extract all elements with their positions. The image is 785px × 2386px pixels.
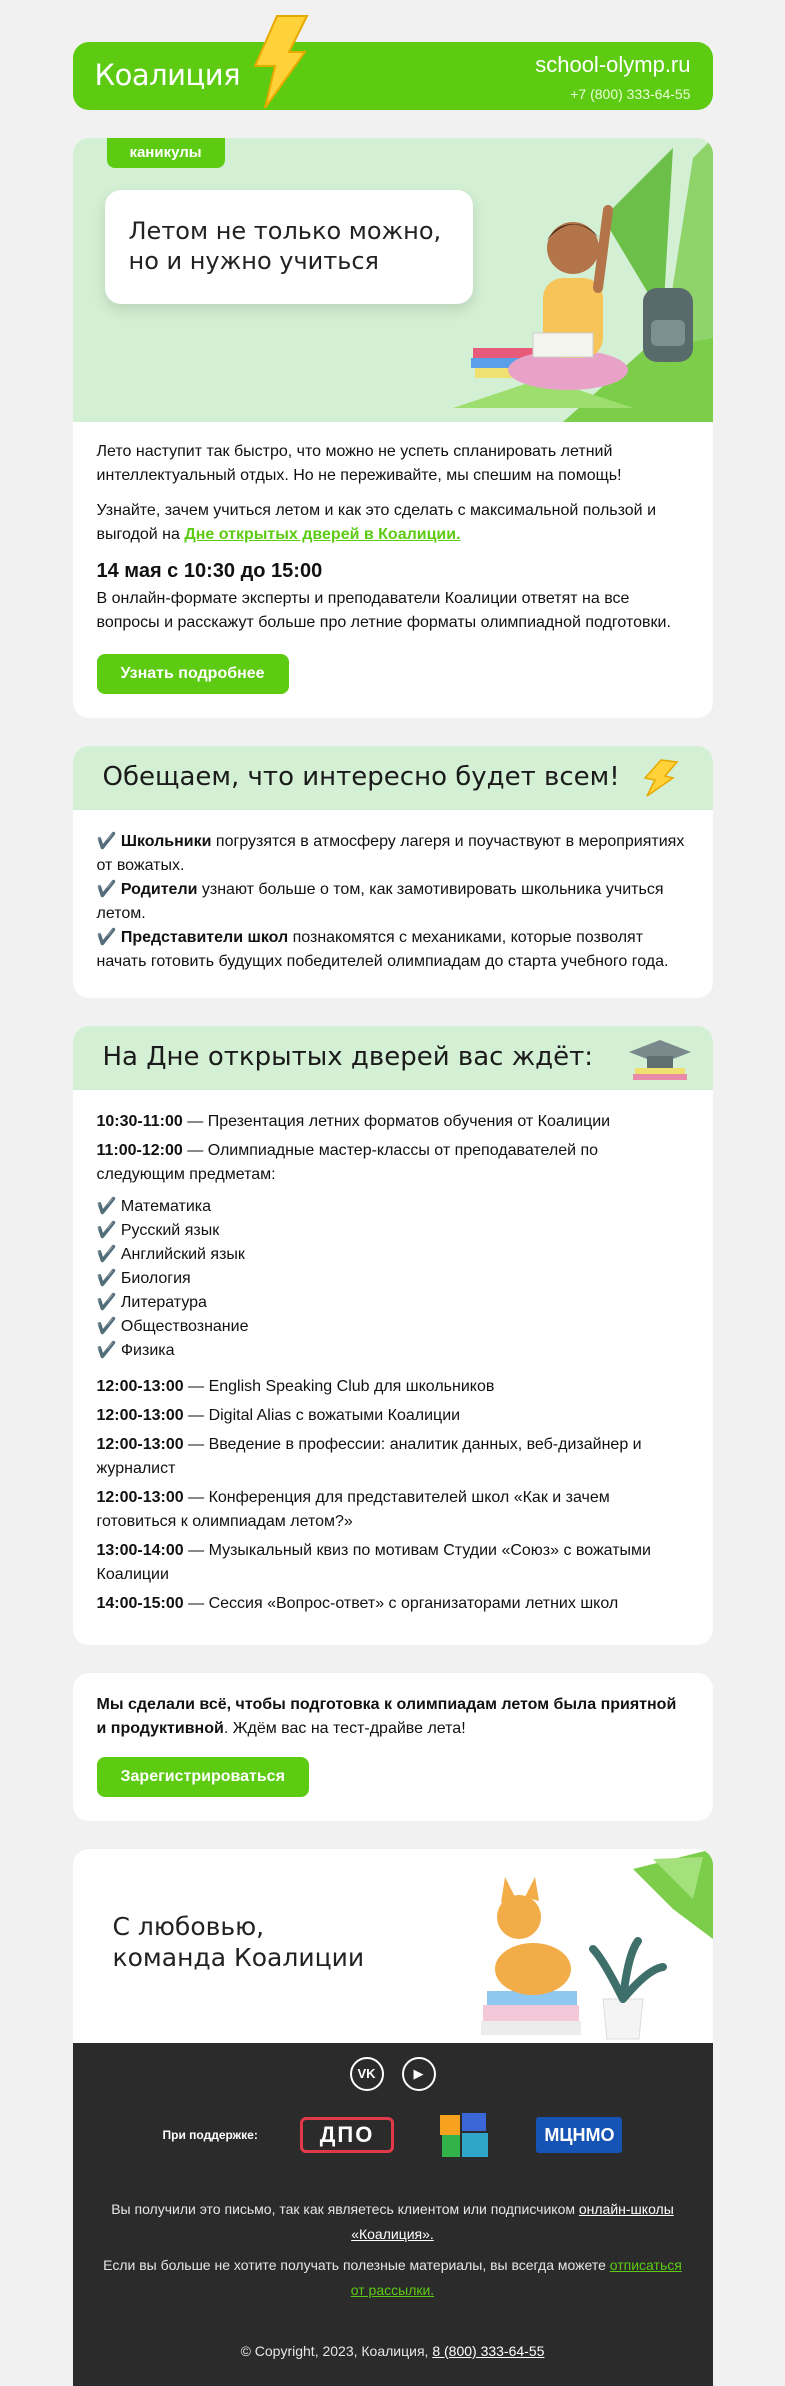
schedule-item xyxy=(97,1433,689,1481)
list-item xyxy=(97,830,689,878)
schedule-item xyxy=(97,1375,689,1399)
schedule-item xyxy=(97,1404,689,1428)
checkmark-icon: ✔️ xyxy=(96,1198,121,1215)
youtube-icon[interactable]: ▶ xyxy=(402,2057,436,2091)
unsubscribe-notice xyxy=(103,2253,683,2303)
audience-text: узнают больше о том, как замотивировать школьника учиться летом. xyxy=(96,881,664,922)
subject-name: Математика xyxy=(120,1198,212,1215)
promise-list xyxy=(73,810,713,998)
footer xyxy=(73,2043,713,2386)
hero-banner xyxy=(73,138,713,422)
intro-paragraph-2 xyxy=(97,499,689,547)
schedule-time: 12:00-13:00 xyxy=(96,1407,184,1424)
schedule-card xyxy=(73,1026,713,1645)
schedule-text: — Олимпиадные мастер-классы от преподавателей по следующим предметам: xyxy=(96,1142,599,1183)
schedule-item xyxy=(97,1592,689,1616)
copyright-phone-link[interactable]: 8 (800) 333-64-55 xyxy=(432,2343,545,2359)
email-container xyxy=(73,0,713,2386)
signoff-text xyxy=(113,1911,365,1973)
hero-card xyxy=(73,138,713,718)
checkmark-icon: ✔️ xyxy=(96,833,121,850)
subject-name: Английский язык xyxy=(120,1246,245,1263)
schedule-text: — Сессия «Вопрос-ответ» с организаторами летних школ xyxy=(183,1595,619,1612)
list-item xyxy=(97,1243,689,1267)
promise-header xyxy=(73,746,713,810)
list-item xyxy=(97,1339,689,1363)
signoff-banner xyxy=(73,1849,713,2043)
schedule-header xyxy=(73,1026,713,1090)
hero-illustration xyxy=(413,138,713,422)
checkmark-icon: ✔️ xyxy=(96,881,121,898)
schedule-item xyxy=(97,1539,689,1587)
list-item xyxy=(97,1291,689,1315)
checkmark-icon: ✔️ xyxy=(96,1246,121,1263)
cube-logo[interactable] xyxy=(436,2109,494,2161)
schedule-item xyxy=(97,1110,689,1134)
checkmark-icon: ✔️ xyxy=(96,1342,121,1359)
schedule-time: 13:00-14:00 xyxy=(96,1542,184,1559)
cta-text xyxy=(97,1693,689,1741)
unsub-text: Если вы больше не хотите получать полезные материалы, вы всегда можете xyxy=(103,2257,610,2273)
schedule-time: 12:00-13:00 xyxy=(96,1489,184,1506)
signoff-line1: С любовью, xyxy=(112,1912,265,1941)
schedule-text: — Музыкальный квиз по мотивам Студии «Союз» с вожатыми Коалиции xyxy=(96,1542,651,1583)
checkmark-icon: ✔️ xyxy=(96,1318,121,1335)
schedule-text: — English Speaking Club для школьников xyxy=(183,1378,495,1395)
cta-bold: Мы сделали всё, чтобы подготовка к олимпиадам летом была приятной и продуктивной xyxy=(96,1696,677,1737)
promise-card xyxy=(73,746,713,998)
cta-body xyxy=(73,1673,713,1821)
schedule-time: 14:00-15:00 xyxy=(96,1595,184,1612)
checkmark-icon: ✔️ xyxy=(96,929,121,946)
subject-name: Физика xyxy=(120,1342,175,1359)
checkmark-icon: ✔️ xyxy=(96,1294,121,1311)
mcnmo-logo[interactable]: МЦНМО xyxy=(536,2117,622,2153)
unsubscribe-link[interactable]: отписаться от рассылки. xyxy=(350,2257,682,2298)
subject-name: Русский язык xyxy=(120,1222,220,1239)
hero-title-line2: но и нужно учиться xyxy=(128,247,379,275)
schedule-title: На Дне открытых дверей вас ждёт: xyxy=(102,1042,594,1072)
lightning-icon xyxy=(247,14,311,110)
promise-title: Обещаем, что интересно будет всем! xyxy=(102,762,620,792)
category-tag: каникулы xyxy=(107,138,225,168)
event-date: 14 мая с 10:30 до 15:00 xyxy=(96,560,323,582)
audience-label: Родители xyxy=(120,881,198,898)
partners-row xyxy=(163,2113,623,2157)
open-day-link[interactable]: Дне открытых дверей в Коалиции. xyxy=(184,526,461,543)
vk-icon[interactable]: VK xyxy=(350,2057,384,2091)
schedule-text: — Введение в профессии: аналитик данных, веб-дизайнер и журналист xyxy=(96,1436,642,1477)
learn-more-button[interactable]: Узнать подробнее xyxy=(97,654,289,694)
copyright-text: © Copyright, 2023, Коалиция, xyxy=(240,2343,433,2359)
notice-text: Вы получили это письмо, так как являетесь клиентом или подписчиком xyxy=(111,2201,579,2217)
subject-list xyxy=(97,1195,689,1363)
schedule-text: — Конференция для представителей школ «Как и зачем готовиться к олимпиадам летом?» xyxy=(96,1489,610,1530)
subscription-notice xyxy=(103,2197,683,2247)
list-item xyxy=(97,926,689,974)
cat-illustration xyxy=(453,1849,713,2043)
social-links xyxy=(103,2057,683,2091)
list-item xyxy=(97,1315,689,1339)
cta-rest: . Ждём вас на тест-драйве лета! xyxy=(223,1720,466,1737)
schedule-list xyxy=(73,1090,713,1645)
subject-name: Литература xyxy=(120,1294,207,1311)
hero-title-line1: Летом не только можно, xyxy=(128,217,442,245)
site-link[interactable]: school-olymp.ru xyxy=(535,52,691,77)
signoff-line2: команда Коалиции xyxy=(112,1943,365,1972)
schedule-item xyxy=(97,1486,689,1534)
subject-name: Обществознание xyxy=(120,1318,249,1335)
audience-label: Школьники xyxy=(120,833,212,850)
list-item xyxy=(97,1195,689,1219)
copyright xyxy=(103,2339,683,2364)
intro-paragraph-3: В онлайн-формате эксперты и преподаватели Коалиции ответят на все вопросы и расскажут больше про летние форматы олимпиадной подготовки. xyxy=(96,590,671,631)
intro-p2-text: Узнайте, зачем учиться летом и как это сделать с максимальной пользой и выгодой на xyxy=(96,502,656,543)
lightning-icon xyxy=(639,758,679,798)
intro-body xyxy=(73,422,713,718)
graduation-cap-icon xyxy=(625,1034,695,1084)
signoff-card xyxy=(73,1849,713,2043)
support-label: При поддержке: xyxy=(162,2127,258,2142)
schedule-text: — Digital Alias с вожатыми Коалиции xyxy=(183,1407,461,1424)
checkmark-icon: ✔️ xyxy=(96,1270,121,1287)
list-item xyxy=(97,878,689,926)
checkmark-icon: ✔️ xyxy=(96,1222,121,1239)
schedule-time: 12:00-13:00 xyxy=(96,1378,184,1395)
schedule-time: 12:00-13:00 xyxy=(96,1436,184,1453)
brand-logo[interactable]: Коалиция xyxy=(94,58,241,92)
list-item xyxy=(97,1267,689,1291)
school-link[interactable]: онлайн-школы «Коалиция». xyxy=(351,2201,674,2242)
list-item xyxy=(97,1219,689,1243)
header-phone[interactable]: +7 (800) 333-64-55 xyxy=(570,86,691,102)
schedule-time: 11:00-12:00 xyxy=(96,1142,183,1159)
audience-text: погрузятся в атмосферу лагеря и поучаствуют в мероприятиях от вожатых. xyxy=(96,833,685,874)
header-bar xyxy=(73,42,713,110)
subject-name: Биология xyxy=(120,1270,191,1287)
intro-paragraph: Лето наступит так быстро, что можно не успеть спланировать летний интеллектуальный отдых. Но не переживайте, мы спешим на помощь! xyxy=(96,443,622,484)
schedule-item xyxy=(97,1139,689,1187)
register-button[interactable]: Зарегистрироваться xyxy=(97,1757,309,1797)
schedule-text: — Презентация летних форматов обучения от Коалиции xyxy=(182,1113,611,1130)
cta-card xyxy=(73,1673,713,1821)
dpo-logo[interactable]: ДПО xyxy=(300,2117,394,2153)
audience-label: Представители школ xyxy=(120,929,289,946)
audience-text: познакомятся с механиками, которые позволят начать готовить будущих победителей олимпиадам до старта учебного года. xyxy=(96,929,669,970)
schedule-time: 10:30-11:00 xyxy=(96,1113,183,1130)
